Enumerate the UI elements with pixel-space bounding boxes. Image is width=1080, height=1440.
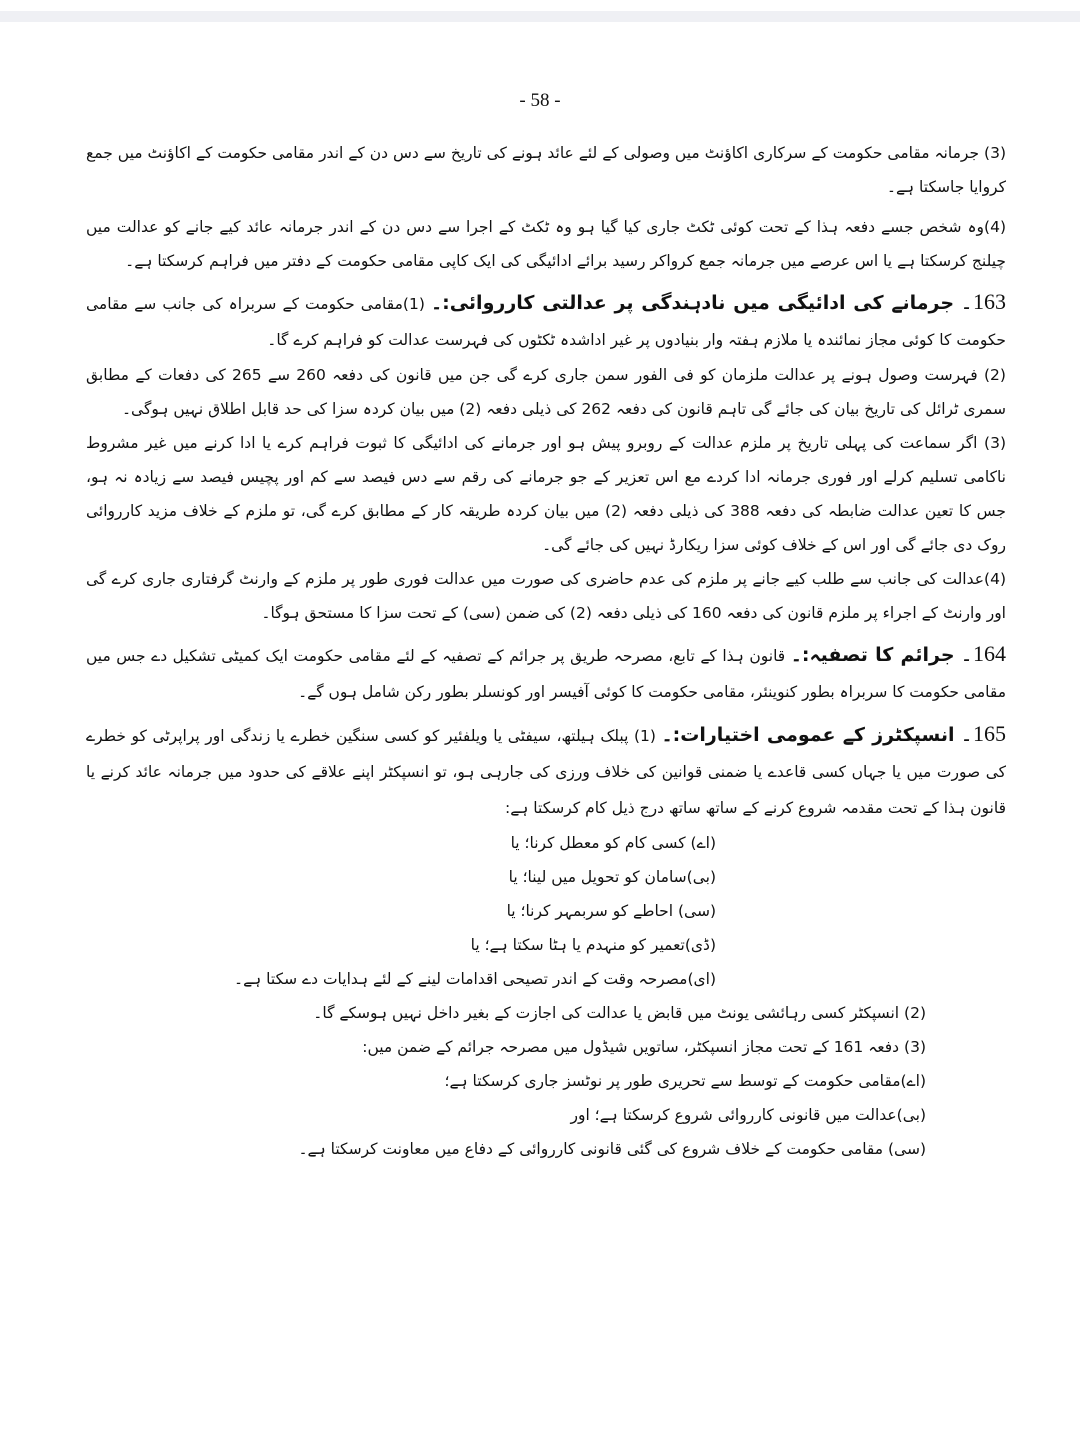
document-body [86,136,1006,1166]
section-165-sub-3-list [86,1064,1006,1166]
section-title: جرمانے کی ادائیگی میں نادہندگی پر عدالتی کارروائی:۔ [430,292,955,314]
section-165 [86,716,1006,1166]
list-item: (ڈی)تعمیر کو منہدم یا ہٹا سکتا ہے؛ یا [470,936,716,954]
section-title: جرائم کا تصفیہ:۔ [790,644,955,666]
section-165-sub-1-intro: (1) پبلک ہیلتھ، سیفٹی یا ویلفئیر کو کسی سنگین خطرے یا زندگی اور پراپرٹی کو خطرے کی صورت میں یا جہاں کسی قاعدے یا ضمنی قوانین کی خلاف ورزی کی جارہی ہو، تو انسپکٹر اپنے علاقے کی حدود میں جرمانہ عائد کرنے یا قانون ہذا کے تحت مقدمہ شروع کرنے کے ساتھ ساتھ درج ذیل کام کرسکتا ہے: [86,727,1006,817]
viewer-top-bar [0,11,1080,22]
list-item: (بی)عدالت میں قانونی کارروائی شروع کرسکتا ہے؛ اور [570,1106,926,1124]
paragraph-162-3: (3) جرمانہ مقامی حکومت کے سرکاری اکاؤنٹ میں وصولی کے لئے عائد ہونے کی تاریخ سے دس دن کے اندر مقامی حکومت کے اکاؤنٹ میں جمع کروایا جاسکتا ہے۔ [86,144,1006,196]
section-163 [86,284,1006,630]
section-163-sub-4: (4)عدالت کی جانب سے طلب کیے جانے پر ملزم کی عدم حاضری کی صورت میں عدالت فوری طور پر ملزم کے وارنٹ گرفتاری جاری کرے گی اور وارنٹ کے اجراء پر ملزم قانون کی دفعہ 160 کی ذیلی دفعہ (2) کی ضمن (سی) کے تحت سزا کا مستحق ہوگا۔ [86,570,1006,622]
section-165-sub-1-list [86,826,1006,996]
list-item: (ای)مصرحہ وقت کے اندر تصیحی اقدامات لینے کے لئے ہدایات دے سکتا ہے۔ [234,970,716,988]
section-title: انسپکٹرز کے عمومی اختیارات:۔ [661,724,955,746]
section-number: 164۔ [960,641,1006,666]
section-165-sub-2-3 [86,996,1006,1064]
list-item: (سی) احاطے کو سربمہر کرنا؛ یا [506,902,716,920]
list-item: (اے) کسی کام کو معطل کرنا؛ یا [510,834,716,852]
section-163-sub-2: (2) فہرست وصول ہونے پر عدالت ملزمان کو فی الفور سمن جاری کرے گی جن میں قانون کی دفعہ 260 سے 265 کی دفعات کے مطابق سمری ٹرائل کی تاریخ بیان کی جائے گی تاہم قانون کی دفعہ 262 کی ذیلی دفعہ (2) میں بیان کردہ سزا کی حد قابل اطلاق نہیں ہوگی۔ [86,366,1006,418]
paragraph-162-4: (4)وہ شخص جسے دفعہ ہذا کے تحت کوئی ٹکٹ جاری کیا گیا ہو وہ ٹکٹ کے اجرا سے دس دن کے اندر جرمانہ عائد کیے جانے کو عدالت میں چیلنج کرسکتا ہے یا اس عرصے میں جرمانہ جمع کرواکر رسید برائے ادائیگی کی ایک کاپی مقامی حکومت کے دفتر میں فراہم کرسکتا ہے۔ [86,218,1006,270]
section-164-heading [86,636,1006,710]
section-163-heading [86,284,1006,358]
section-number: 165۔ [960,721,1006,746]
section-165-sub-3-intro: (3) دفعہ 161 کے تحت مجاز انسپکٹر، ساتویں شیڈول میں مصرحہ جرائم کے ضمن میں: [362,1038,926,1056]
section-164-body: قانون ہذا کے تابع، مصرحہ طریق پر جرائم کے تصفیہ کے لئے مقامی حکومت ایک کمیٹی تشکیل دے جس میں مقامی حکومت کا سربراہ بطور کنوینئر، مقامی حکومت کا کوئی آفیسر اور کونسلر بطور رکن شامل ہوں گے۔ [86,647,1006,701]
section-165-heading [86,716,1006,826]
section-number: 163۔ [960,289,1007,314]
section-163-sub-3: (3) اگر سماعت کی پہلی تاریخ پر ملزم عدالت کے روبرو پیش ہو اور جرمانے کی ادائیگی کا ثبوت فراہم کرے یا ادا کرنے میں غیر مشروط ناکامی تسلیم کرلے اور فوری جرمانہ ادا کردے مع اس تعزیر کے جو جرمانے کی رقم سے دس فیصد سے کم اور پچیس فیصد سے زیادہ نہ ہو، جس کا تعین عدالت ضابطہ کی دفعہ 388 کی ذیلی دفعہ (2) میں بیان کردہ طریقہ کار کے مطابق کرے گی، تو ملزم کے خلاف مزید کارروائی روک دی جائے گی اور اس کے خلاف کوئی سزا ریکارڈ نہیں کی جائے گی۔ [86,434,1006,554]
section-164 [86,636,1006,710]
section-163-sub-1: (1)مقامی حکومت کے سربراہ کی جانب سے مقامی حکومت کا کوئی مجاز نمائندہ یا ملازم ہفتہ وار بنیادوں پر غیر اداشدہ ٹکٹوں کی فہرست عدالت کو فراہم کرے گا۔ [86,295,1006,349]
list-item: (بی)سامان کو تحویل میں لینا؛ یا [508,868,716,886]
list-item: (سی) مقامی حکومت کے خلاف شروع کی گئی قانونی کارروائی کے دفاع میں معاونت کرسکتا ہے۔ [298,1140,926,1158]
page-number: - 58 - [519,90,561,111]
section-165-sub-2: (2) انسپکٹر کسی رہائشی یونٹ میں قابض یا عدالت کی اجازت کے بغیر داخل نہیں ہوسکے گا۔ [313,1004,926,1022]
list-item: (اے)مقامی حکومت کے توسط سے تحریری طور پر نوٹسز جاری کرسکتا ہے؛ [444,1072,926,1090]
